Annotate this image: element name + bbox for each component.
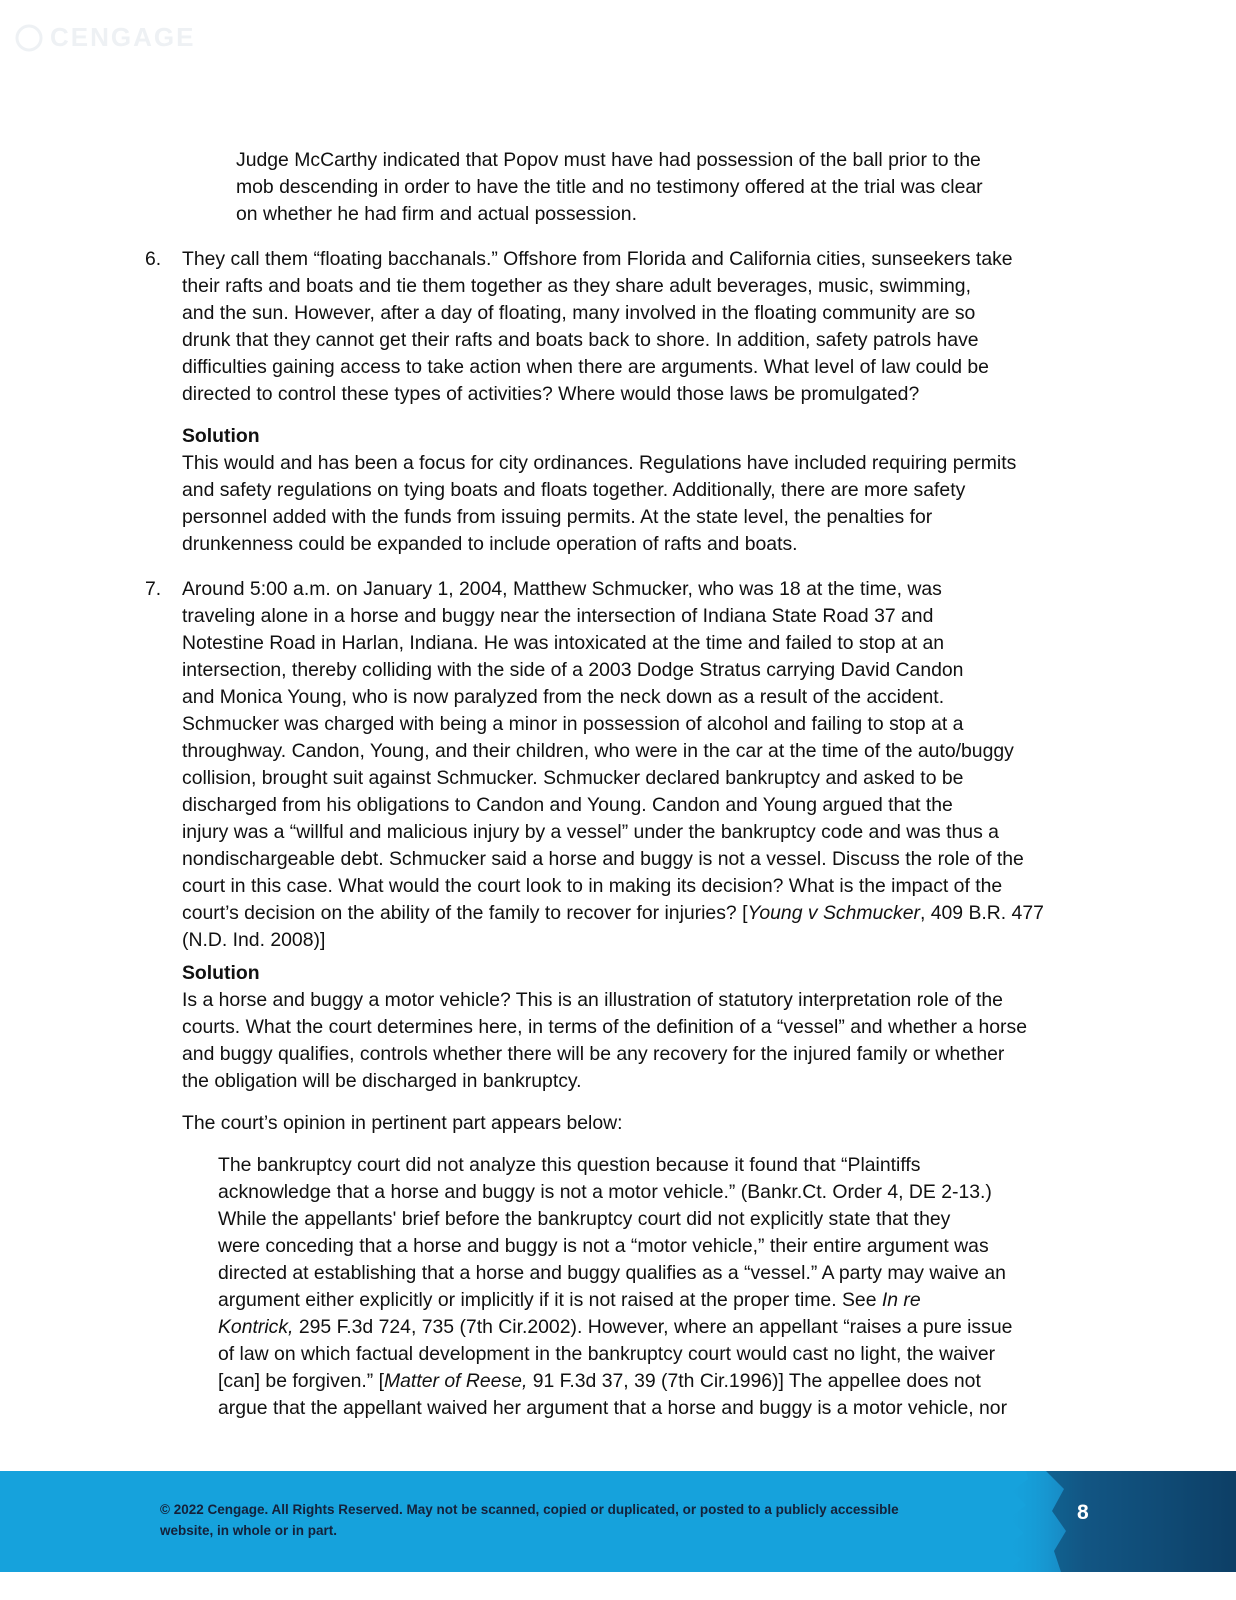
question-line: and Monica Young, who is now paralyzed from the neck down as a result of the accident. [182,686,945,708]
footer-brushstroke-decoration [966,1471,1236,1572]
item7-question [182,576,1102,954]
solution-heading: Solution [182,425,260,447]
solution-line: personnel added with the funds from issuing permits. At the state level, the penalties for [182,506,933,528]
page-number: 8 [1077,1501,1089,1524]
quote-line: mob descending in order to have the title and no testimony offered at the trial was clear [236,176,983,198]
question-line: Around 5:00 a.m. on January 1, 2004, Matthew Schmucker, who was 18 at the time, was [182,578,942,600]
solution-line: This would and has been a focus for city ordinances. Regulations have included requiring permits [182,452,1017,474]
question-line: Notestine Road in Harlan, Indiana. He was intoxicated at the time and failed to stop at an [182,632,945,654]
opinion-line: While the appellants' brief before the bankruptcy court did not explicitly state that they [218,1208,951,1230]
page-footer [0,1471,1236,1572]
line-text: 91 F.3d 37, 39 (7th Cir.1996)] The appellee does not [527,1370,981,1392]
item-number: 6. [145,248,162,270]
question-line: (N.D. Ind. 2008)] [182,929,326,951]
case-citation: Young v Schmucker [747,902,920,924]
line-text: argument either explicitly or implicitly if it is not raised at the proper time. See [218,1289,882,1311]
solution-heading: Solution [182,962,260,984]
question-line [182,900,1102,927]
quote-continuation [236,147,1136,228]
opinion-line: argue that the appellant waived her argument that a horse and buggy is a motor vehicle, nor [218,1397,1008,1419]
item7-solution [182,960,1102,1095]
question-line: drunk that they cannot get their rafts and boats back to shore. In addition, safety patrols have [182,329,979,351]
solution-line: courts. What the court determines here, in terms of the definition of a “vessel” and whether a horse [182,1016,1027,1038]
line-text: 295 F.3d 724, 735 (7th Cir.2002). However, where an appellant “raises a pure issue [293,1316,1013,1338]
opinion-line: The bankruptcy court did not analyze this question because it found that “Plaintiffs [218,1154,921,1176]
question-line: and the sun. However, after a day of floating, many involved in the floating community are so [182,302,976,324]
solution-line: the obligation will be discharged in bankruptcy. [182,1070,582,1092]
copyright-notice [160,1499,940,1541]
opinion-line: of law on which factual development in the bankruptcy court would cast no light, the waiver [218,1343,996,1365]
quote-line: on whether he had firm and actual possession. [236,203,637,225]
cengage-logo-mark-icon [14,23,44,53]
question-line: court in this case. What would the court look to in making its decision? What is the impact of the [182,875,1003,897]
question-line: traveling alone in a horse and buggy near the intersection of Indiana State Road 37 and [182,605,934,627]
item-number: 7. [145,578,162,600]
solution-line: and safety regulations on tying boats and floats together. Additionally, there are more safety [182,479,966,501]
opinion-intro-text: The court’s opinion in pertinent part appears below: [182,1112,623,1134]
question-line: difficulties gaining access to take action when there are arguments. What level of law could be [182,356,989,378]
question-line: collision, brought suit against Schmucker. Schmucker declared bankruptcy and asked to be [182,767,964,789]
question-line: nondischargeable debt. Schmucker said a horse and buggy is not a vessel. Discuss the role of the [182,848,1024,870]
item6-solution [182,423,1102,558]
solution-line: and buggy qualifies, controls whether there will be any recovery for the injured family or whether [182,1043,1005,1065]
case-citation: Matter of Reese, [384,1370,528,1392]
opinion-line: were conceding that a horse and buggy is not a “motor vehicle,” their entire argument was [218,1235,989,1257]
copyright-line: © 2022 Cengage. All Rights Reserved. May not be scanned, copied or duplicated, or posted to a publicly accessible [160,1502,899,1517]
line-text: , 409 B.R. 477 [919,902,1044,924]
question-line: injury was a “willful and malicious injury by a vessel” under the bankruptcy code and was thus a [182,821,999,843]
question-line: Schmucker was charged with being a minor in possession of alcohol and failing to stop at a [182,713,964,735]
solution-line: Is a horse and buggy a motor vehicle? This is an illustration of statutory interpretation role of the [182,989,1003,1011]
question-line: discharged from his obligations to Candon and Young. Candon and Young argued that the [182,794,953,816]
opinion-intro [182,1110,1102,1137]
item6-question [182,246,1102,408]
question-line: their rafts and boats and tie them together as they share adult beverages, music, swimming, [182,275,971,297]
question-line: intersection, thereby colliding with the side of a 2003 Dodge Stratus carrying David Candon [182,659,964,681]
opinion-line: directed at establishing that a horse and buggy qualifies as a “vessel.” A party may waive an [218,1262,1006,1284]
opinion-line [218,1368,1118,1395]
question-line: throughway. Candon, Young, and their children, who were in the car at the time of the auto/buggy [182,740,1014,762]
opinion-line: acknowledge that a horse and buggy is not a motor vehicle.” (Bankr.Ct. Order 4, DE 2-13.) [218,1181,992,1203]
solution-line: drunkenness could be expanded to include operation of rafts and boats. [182,533,798,555]
copyright-line: website, in whole or in part. [160,1523,338,1538]
opinion-line [218,1287,1118,1314]
line-text: court’s decision on the ability of the family to recover for injuries? [ [182,902,748,924]
case-citation: In re [881,1289,921,1311]
court-opinion-quote [218,1152,1118,1422]
logo-text: CENGAGE [50,22,196,52]
opinion-line [218,1314,1118,1341]
quote-line: Judge McCarthy indicated that Popov must have had possession of the ball prior to the [236,149,981,171]
question-line: directed to control these types of activities? Where would those laws be promulgated? [182,383,920,405]
case-citation: Kontrick, [218,1316,294,1338]
cengage-logo [14,22,195,53]
line-text: [can] be forgiven.” [ [218,1370,384,1392]
question-line: They call them “floating bacchanals.” Offshore from Florida and California cities, sunseekers take [182,248,1013,270]
